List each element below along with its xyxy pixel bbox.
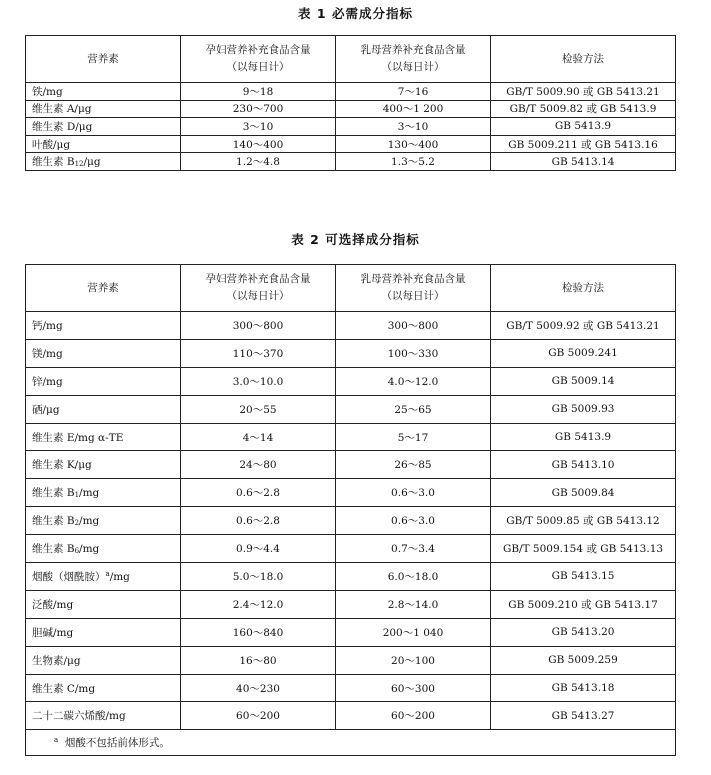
nutrient-name: 硒/μg <box>26 395 181 423</box>
pregnant-value: 1.2～4.8 <box>181 153 336 171</box>
header-pregnant-content <box>181 265 336 312</box>
header-lactating-line1: 乳母营养补充食品含量 <box>360 273 466 285</box>
lactating-value: 4.0～12.0 <box>336 367 491 395</box>
nutrient-name: 维生素 D/μg <box>26 118 181 136</box>
lactating-value: 20～100 <box>336 646 491 674</box>
header-pregnant-content <box>181 36 336 83</box>
header-lactating-line2: （以每日计） <box>381 61 445 73</box>
table-row <box>26 312 676 340</box>
nutrient-name <box>26 507 181 535</box>
nutrient-name <box>26 535 181 563</box>
pregnant-value: 60～200 <box>181 702 336 730</box>
table-row <box>26 395 676 423</box>
test-method: GB/T 5009.82 或 GB 5413.9 <box>491 100 676 118</box>
nutrient-name-prefix: 维生素 B <box>32 156 75 169</box>
nutrient-name: 叶酸/μg <box>26 135 181 153</box>
lactating-value: 0.7～3.4 <box>336 535 491 563</box>
nutrient-name-suffix: /mg <box>79 487 100 500</box>
table-row <box>26 135 676 153</box>
nutrient-name-subscript: 6 <box>74 547 80 556</box>
lactating-value: 1.3～5.2 <box>336 153 491 171</box>
lactating-value: 60～300 <box>336 674 491 702</box>
header-lactating-line1: 乳母营养补充食品含量 <box>360 44 466 56</box>
table-row <box>26 535 676 563</box>
test-method: GB/T 5009.154 或 GB 5413.13 <box>491 535 676 563</box>
test-method: GB 5413.27 <box>491 702 676 730</box>
pregnant-value: 9～18 <box>181 83 336 101</box>
lactating-value: 200～1 040 <box>336 618 491 646</box>
table2-optional-components <box>25 264 676 756</box>
test-method: GB/T 5009.85 或 GB 5413.12 <box>491 507 676 535</box>
test-method: GB 5009.241 <box>491 339 676 367</box>
test-method: GB 5413.14 <box>491 153 676 171</box>
header-nutrient: 营养素 <box>26 36 181 83</box>
header-test-method: 检验方法 <box>491 265 676 312</box>
pregnant-value: 3～10 <box>181 118 336 136</box>
lactating-value: 25～65 <box>336 395 491 423</box>
pregnant-value: 3.0～10.0 <box>181 367 336 395</box>
lactating-value: 100～330 <box>336 339 491 367</box>
table-row <box>26 646 676 674</box>
test-method: GB 5009.14 <box>491 367 676 395</box>
pregnant-value: 20～55 <box>181 395 336 423</box>
nutrient-name: 泛酸/mg <box>26 590 181 618</box>
pregnant-value: 0.9～4.4 <box>181 535 336 563</box>
table-row <box>26 702 676 730</box>
table-row <box>26 153 676 171</box>
test-method: GB 5413.10 <box>491 451 676 479</box>
header-nutrient: 营养素 <box>26 265 181 312</box>
table-header-row <box>26 36 676 83</box>
nutrient-name-subscript: 12 <box>74 160 84 169</box>
nutrient-name-suffix: /mg <box>79 543 100 556</box>
header-lactating-content <box>336 265 491 312</box>
nutrient-name: 维生素 K/μg <box>26 451 181 479</box>
nutrient-name: 镁/mg <box>26 339 181 367</box>
header-lactating-line2: （以每日计） <box>381 290 445 302</box>
test-method: GB 5413.9 <box>491 423 676 451</box>
table-row <box>26 83 676 101</box>
pregnant-value: 110～370 <box>181 339 336 367</box>
header-pregnant-line2: （以每日计） <box>226 61 290 73</box>
test-method: GB 5009.210 或 GB 5413.17 <box>491 590 676 618</box>
footnote-row <box>26 730 676 756</box>
test-method: GB/T 5009.92 或 GB 5413.21 <box>491 312 676 340</box>
nutrient-name-prefix: 维生素 B <box>32 543 75 556</box>
lactating-value: 0.6～3.0 <box>336 507 491 535</box>
footnote <box>26 730 676 756</box>
table-row <box>26 423 676 451</box>
table2-caption: 表 2 可选择成分指标 <box>291 232 420 247</box>
table-header-row <box>26 265 676 312</box>
test-method: GB 5413.20 <box>491 618 676 646</box>
test-method: GB/T 5009.90 或 GB 5413.21 <box>491 83 676 101</box>
pregnant-value: 40～230 <box>181 674 336 702</box>
test-method: GB 5413.9 <box>491 118 676 136</box>
lactating-value: 0.6～3.0 <box>336 479 491 507</box>
test-method: GB 5009.84 <box>491 479 676 507</box>
pregnant-value: 300～800 <box>181 312 336 340</box>
pregnant-value: 160～840 <box>181 618 336 646</box>
table-row <box>26 118 676 136</box>
lactating-value: 300～800 <box>336 312 491 340</box>
header-pregnant-line1: 孕妇营养补充食品含量 <box>205 44 311 56</box>
lactating-value: 400～1 200 <box>336 100 491 118</box>
pregnant-value: 4～14 <box>181 423 336 451</box>
nutrient-name-subscript: 1 <box>74 491 80 500</box>
lactating-value: 26～85 <box>336 451 491 479</box>
pregnant-value: 16～80 <box>181 646 336 674</box>
table-row <box>26 618 676 646</box>
table1-caption: 表 1 必需成分指标 <box>298 6 413 21</box>
nutrient-name <box>26 479 181 507</box>
lactating-value: 3～10 <box>336 118 491 136</box>
test-method: GB 5413.15 <box>491 563 676 591</box>
test-method: GB 5009.93 <box>491 395 676 423</box>
lactating-value: 7～16 <box>336 83 491 101</box>
nutrient-name: 铁/mg <box>26 83 181 101</box>
nutrient-name: 维生素 C/mg <box>26 674 181 702</box>
footnote-marker: a <box>54 736 59 745</box>
nutrient-name <box>26 153 181 171</box>
test-method: GB 5413.18 <box>491 674 676 702</box>
table-row <box>26 590 676 618</box>
lactating-value: 130～400 <box>336 135 491 153</box>
nutrient-name-suffix: /μg <box>83 156 101 169</box>
nutrient-name: 二十二碳六烯酸/mg <box>26 702 181 730</box>
nutrient-name-prefix: 烟酸（烟酰胺） <box>32 570 106 583</box>
table1-essential-components <box>25 35 676 171</box>
nutrient-name: 维生素 E/mg α-TE <box>26 423 181 451</box>
table-row <box>26 563 676 591</box>
lactating-value: 60～200 <box>336 702 491 730</box>
nutrient-name: 钙/mg <box>26 312 181 340</box>
header-pregnant-line2: （以每日计） <box>226 290 290 302</box>
header-test-method: 检验方法 <box>491 36 676 83</box>
nutrient-name-subscript: 2 <box>74 519 80 528</box>
nutrient-name-prefix: 维生素 B <box>32 515 75 528</box>
table-row <box>26 674 676 702</box>
pregnant-value: 0.6～2.8 <box>181 507 336 535</box>
nutrient-name-suffix: /mg <box>109 570 130 583</box>
table-row <box>26 507 676 535</box>
lactating-value: 6.0～18.0 <box>336 563 491 591</box>
nutrient-name: 胆碱/mg <box>26 618 181 646</box>
pregnant-value: 0.6～2.8 <box>181 479 336 507</box>
pregnant-value: 24～80 <box>181 451 336 479</box>
table-row <box>26 100 676 118</box>
table-row <box>26 367 676 395</box>
nutrient-name: 维生素 A/μg <box>26 100 181 118</box>
lactating-value: 2.8～14.0 <box>336 590 491 618</box>
header-lactating-content <box>336 36 491 83</box>
nutrient-name: 锌/mg <box>26 367 181 395</box>
nutrient-name: 生物素/μg <box>26 646 181 674</box>
pregnant-value: 140～400 <box>181 135 336 153</box>
lactating-value: 5～17 <box>336 423 491 451</box>
table-row <box>26 339 676 367</box>
footnote-marker: a <box>105 569 110 578</box>
pregnant-value: 2.4～12.0 <box>181 590 336 618</box>
table-row <box>26 479 676 507</box>
test-method: GB 5009.211 或 GB 5413.16 <box>491 135 676 153</box>
pregnant-value: 5.0～18.0 <box>181 563 336 591</box>
nutrient-name-suffix: /mg <box>79 515 100 528</box>
nutrient-name-prefix: 维生素 B <box>32 487 75 500</box>
pregnant-value: 230～700 <box>181 100 336 118</box>
header-pregnant-line1: 孕妇营养补充食品含量 <box>205 273 311 285</box>
footnote-text: 烟酸不包括前体形式。 <box>64 737 170 750</box>
test-method: GB 5009.259 <box>491 646 676 674</box>
nutrient-name <box>26 563 181 591</box>
table-row <box>26 451 676 479</box>
